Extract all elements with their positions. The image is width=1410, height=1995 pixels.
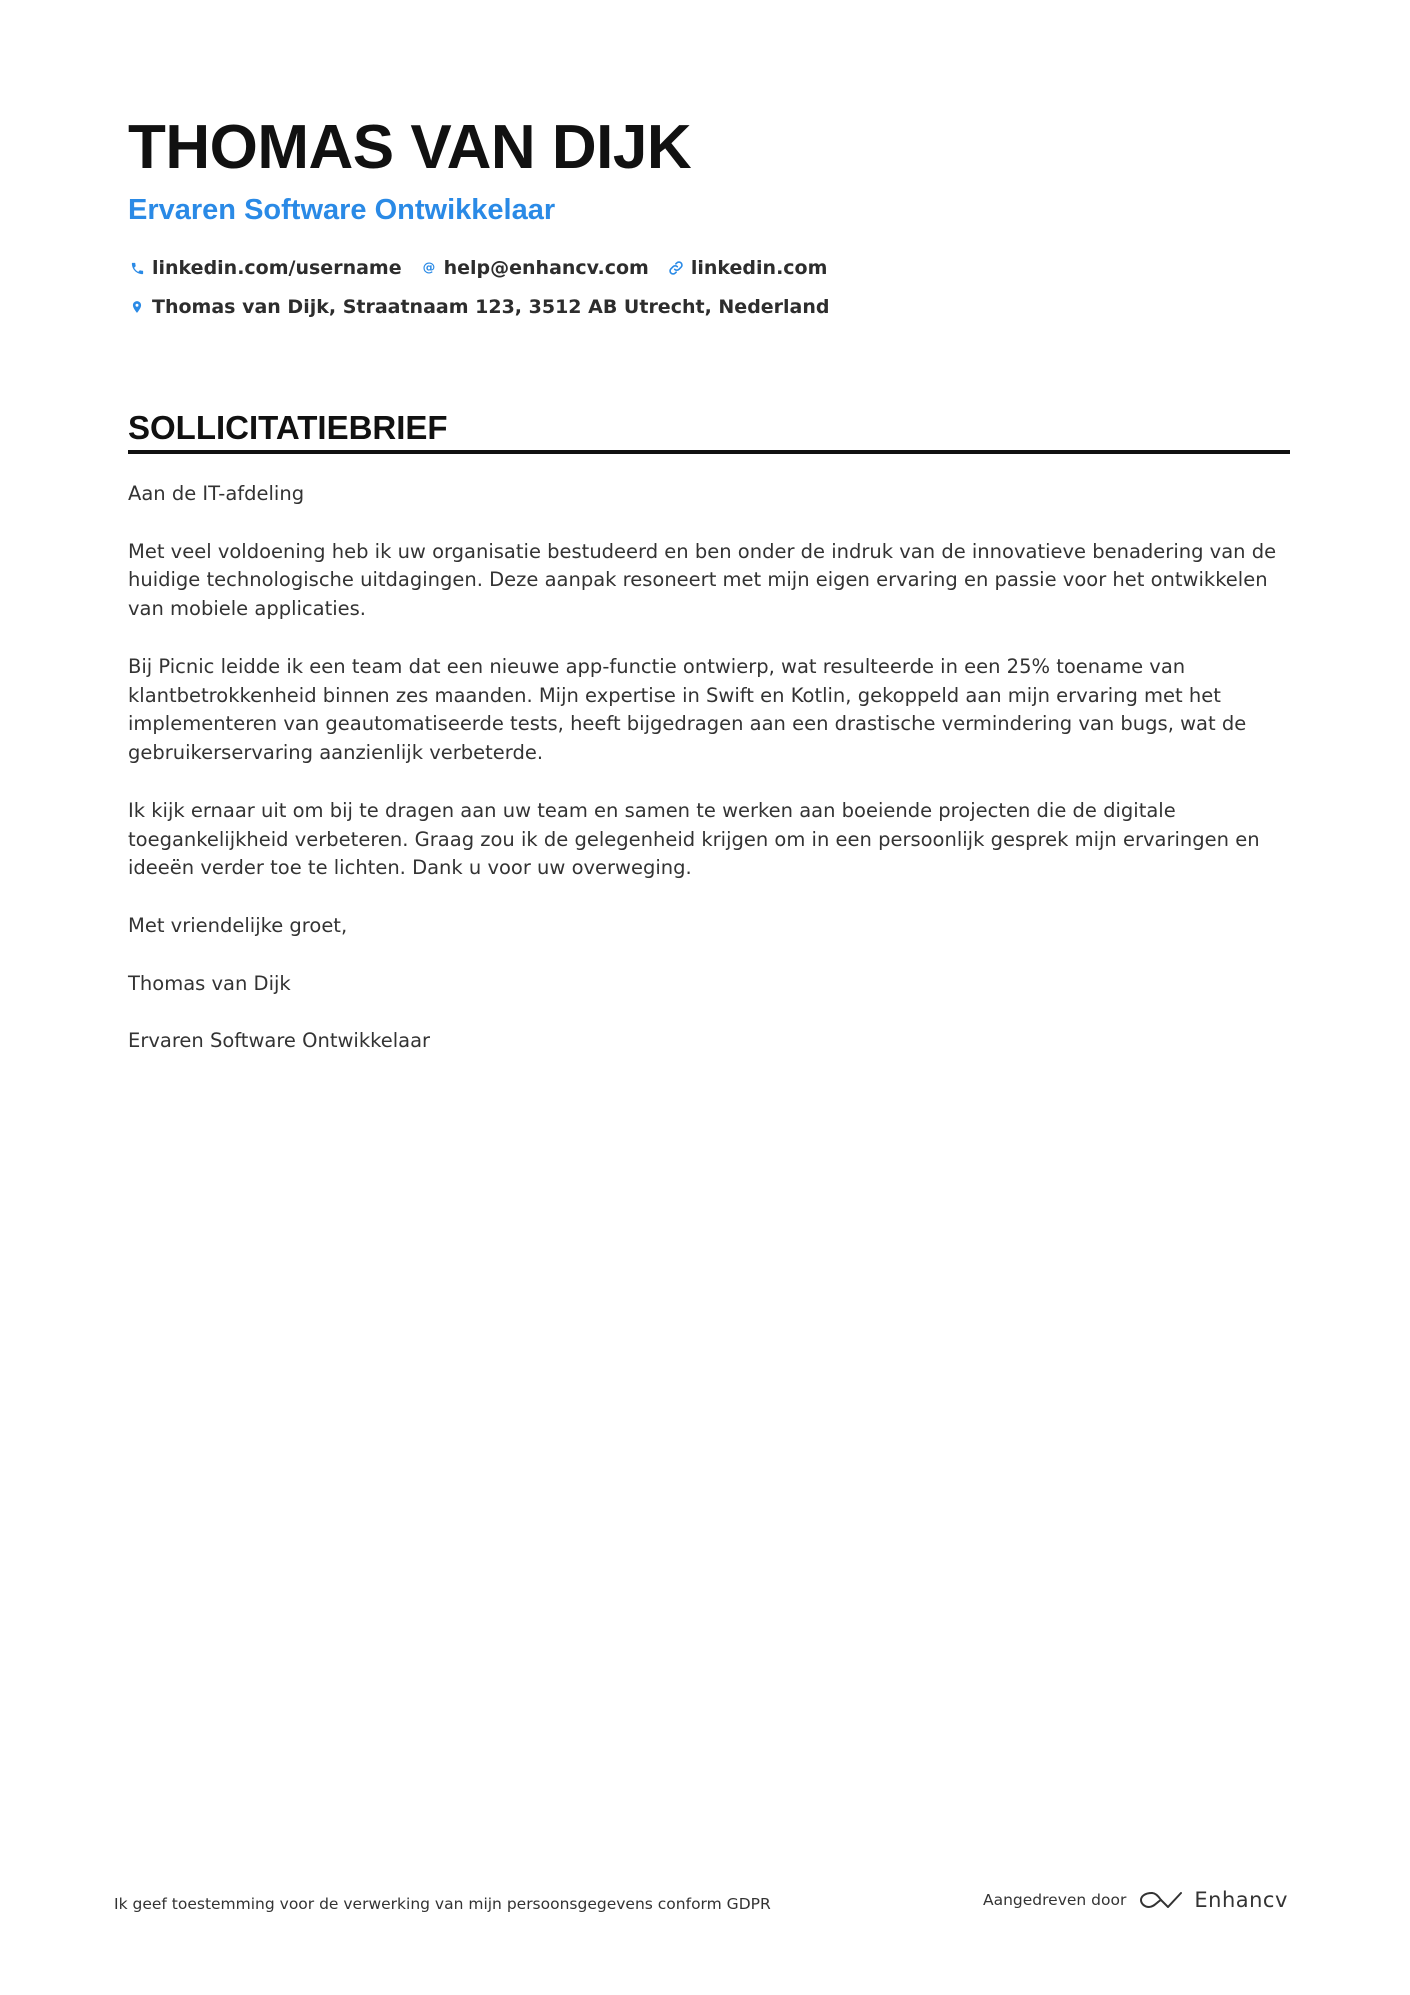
contact-email-text: help@enhancv.com [443,257,649,279]
contact-phone [128,257,402,279]
address-row [128,291,848,323]
link-icon [667,259,685,277]
powered-by[interactable] [983,1888,1288,1912]
powered-by-label: Aangedreven door [983,1891,1127,1909]
signature-name: Thomas van Dijk [128,971,291,995]
letter-body [128,480,1290,1085]
gdpr-consent: Ik geef toestemming voor de verwerking van mijn persoonsgegevens conform GDPR [114,1895,771,1913]
phone-icon [128,259,146,277]
contact-link[interactable] [667,257,828,279]
contact-phone-text: linkedin.com/username [152,257,402,279]
letter-closing: Met vriendelijke groet, [128,913,348,937]
contact-row [128,252,845,284]
letter-paragraph: Ik kijk ernaar uit om bij te dragen aan uw team en samen te werken aan boeiende projecten die de digitale toegankelijkheid verbeteren. Graag zou ik de gelegenheid krijgen om in een persoonlijk gesprek mijn ervaringen en ideeën verder toe te lichten. Dank u voor uw overweging. [128,798,1260,880]
letter-paragraph: Bij Picnic leidde ik een team dat een nieuwe app-functie ontwierp, wat resulteerde in een 25% toename van klantbetrokkenheid binnen zes maanden. Mijn expertise in Swift en Kotlin, gekoppeld aan mijn ervaring met het implementeren van geautomatiseerde tests, heeft bijgedragen aan een drastische vermindering van bugs, wat de gebruikerservaring aanzienlijk verbeterde. [128,654,1247,765]
candidate-name: THOMAS VAN DIJK [128,113,692,182]
letter-greeting: Aan de IT-afdeling [128,482,305,505]
location-pin-icon [128,298,146,316]
svg-text:@: @ [422,260,435,275]
at-icon [420,259,438,277]
contact-email[interactable] [420,257,649,279]
contact-address [128,296,830,318]
candidate-role: Ervaren Software Ontwikkelaar [128,194,556,226]
signature-role: Ervaren Software Ontwikkelaar [128,1029,431,1053]
contact-address-text: Thomas van Dijk, Straatnaam 123, 3512 AB Utrecht, Nederland [152,296,830,318]
enhancv-logo-icon [1138,1888,1184,1912]
contact-link-text: linkedin.com [690,257,828,279]
brand-name: Enhancv [1194,1888,1288,1912]
section-title: SOLLICITATIEBRIEF [128,406,1290,454]
letter-paragraph: Met veel voldoening heb ik uw organisatie bestudeerd en ben onder de indruk van de innovatieve benadering van de huidige technologische uitdagingen. Deze aanpak resoneert met mijn eigen ervaring en passie voor het ontwikkelen van mobiele applicaties. [128,539,1277,621]
